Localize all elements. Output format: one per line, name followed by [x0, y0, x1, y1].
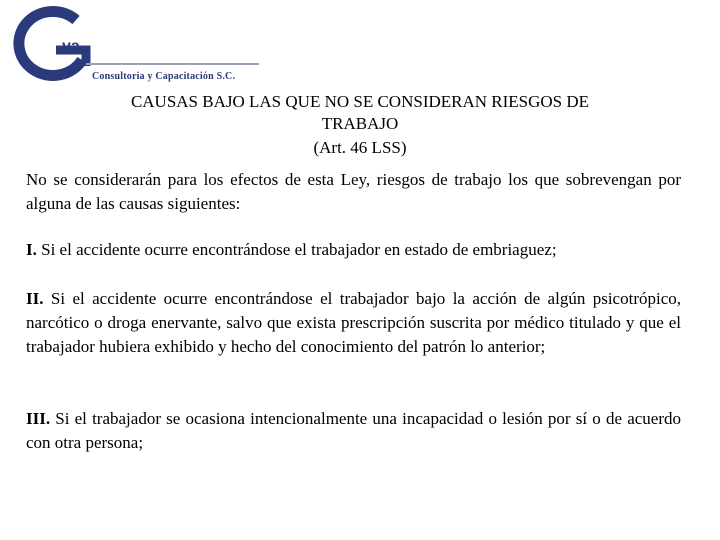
logo-letters: va — [62, 38, 80, 55]
title-line-2: TRABAJO — [321, 114, 399, 133]
clause-number: I. — [26, 240, 37, 259]
company-name: Consultoria y Capacitación S.C. — [92, 71, 236, 82]
clause-iii — [26, 407, 681, 455]
clause-text: Si el trabajador se ocasiona intencionalmente una incapacidad o lesión por sí o de acuerdo con otra persona; — [26, 409, 681, 452]
company-logo — [4, 4, 264, 84]
clause-text: Si el accidente ocurre encontrándose el trabajador bajo la acción de algún psicotrópico, narcótico o droga enervante, salvo que exista prescripción suscrita por médico titulado y que el trabajador hubiera exhibido y hecho del conocimiento del patrón lo anterior; — [26, 289, 681, 356]
clause-i — [26, 238, 681, 262]
clause-number: III. — [26, 409, 51, 428]
intro-paragraph: No se considerarán para los efectos de esta Ley, riesgos de trabajo los que sobrevengan por alguna de las causas siguientes: — [26, 170, 681, 213]
clause-number: II. — [26, 289, 44, 308]
clause-ii — [26, 287, 681, 359]
clause-text: Si el accidente ocurre encontrándose el trabajador en estado de embriaguez; — [36, 240, 557, 259]
title-line-3: (Art. 46 LSS) — [313, 138, 407, 157]
title-line-1: CAUSAS BAJO LAS QUE NO SE CONSIDERAN RIESGOS DE — [130, 92, 590, 111]
